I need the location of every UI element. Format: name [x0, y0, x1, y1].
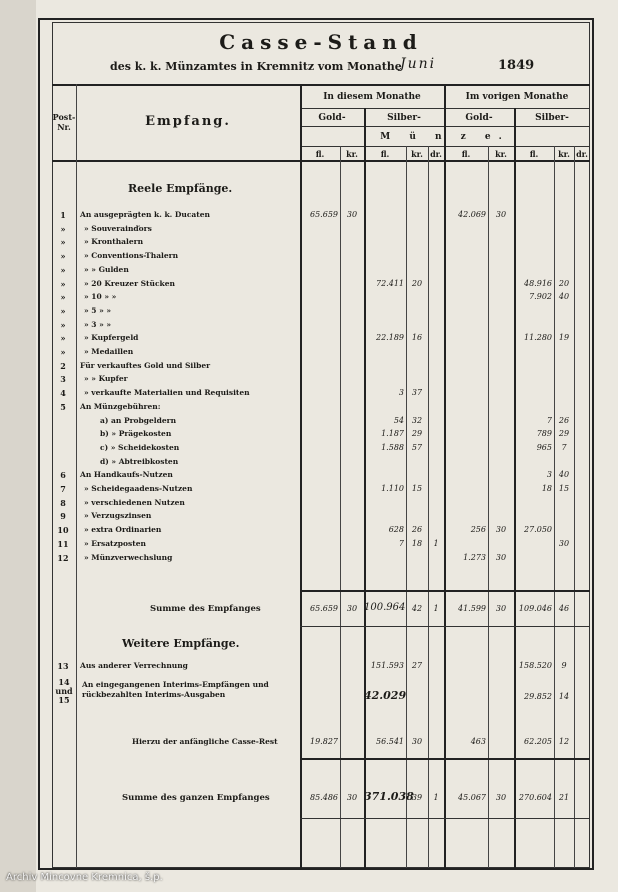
section-reele: Reele Empfänge. — [128, 182, 233, 195]
cell-s-fl: 72.411 — [376, 279, 404, 288]
cell-s-fl: 7 — [398, 539, 404, 548]
cell-s-kr: 15 — [411, 484, 423, 493]
summe-ganzen-label: Summe des ganzen Empfanges — [122, 793, 270, 803]
total-rule-top — [300, 758, 590, 760]
cell-ps-fl: 48.916 — [524, 279, 552, 288]
row-label: » verschiedenen Nutzen — [84, 498, 185, 507]
cell-s-fl: 1.588 — [381, 443, 404, 452]
cell-pg-fl: 256 — [470, 525, 486, 534]
row-label: » » Kupfer — [84, 374, 128, 383]
subheader-kr-1: kr. — [346, 149, 358, 159]
row-number: 10 — [57, 525, 69, 535]
column-header-posnr: Post-Nr. — [52, 112, 76, 132]
row-label: Aus anderer Verrechnung — [80, 661, 188, 670]
page-title: Casse-Stand — [219, 30, 423, 54]
cell-ps-kr: 30 — [558, 539, 570, 548]
subheader-dr-1: dr. — [430, 149, 442, 159]
cell-s-kr: 16 — [411, 333, 423, 342]
total-rule-bottom — [300, 818, 590, 819]
sum-prev-gold-kr: 30 — [495, 604, 507, 613]
rest-silber-kr: 30 — [411, 737, 423, 746]
summe-empfanges-label: Summe des Empfanges — [150, 604, 261, 614]
page-edge-shadow — [0, 0, 36, 892]
cell-ps-fl: 7 — [546, 416, 552, 425]
cell-ps-fl: 3 — [546, 470, 552, 479]
rest-prev-silber-kr: 12 — [558, 737, 570, 746]
cell-ps-fl: 18 — [541, 484, 552, 493]
cell-s-fl: 22.189 — [376, 333, 404, 342]
row-label: » 20 Kreuzer Stücken — [84, 279, 175, 288]
cell-s-fl: 1.187 — [381, 429, 404, 438]
row-label: An ausgeprägten k. k. Ducaten — [80, 210, 210, 219]
row-label: b) » Prägekosten — [100, 429, 172, 438]
column-header-muenze: M ü n z e. — [380, 132, 510, 142]
row-number: 11 — [57, 539, 69, 549]
cell-s-kr: 37 — [411, 388, 423, 397]
cell-ps-kr: 29 — [558, 429, 570, 438]
column-header-gold: Gold- — [318, 113, 346, 123]
column-header-empfang: Empfang. — [145, 114, 231, 129]
row-number: » — [60, 333, 66, 343]
cell-s-fl: 54 — [393, 416, 404, 425]
row-number: 13 — [57, 661, 69, 671]
row-number: » — [60, 265, 66, 275]
cell-ps-kr: 19 — [558, 333, 570, 342]
cell-pg-kr: 30 — [495, 525, 507, 534]
cell-ps-kr: 40 — [558, 470, 570, 479]
cell-ps-kr: 20 — [558, 279, 570, 288]
row-label: » 3 » » — [84, 320, 112, 329]
sum-silber-dr: 1 — [433, 604, 439, 613]
total-prev-silber-fl: 270.604 — [518, 793, 552, 802]
row-label: » Münzverwechslung — [84, 553, 173, 562]
cell-pg-kr: 30 — [495, 553, 507, 562]
row-prev-silber-fl: 29.852 — [524, 692, 552, 701]
cell-pg-kr: 30 — [495, 210, 507, 219]
cell-ps-kr: 15 — [558, 484, 570, 493]
sum-prev-silber-kr: 46 — [558, 604, 570, 613]
column-header-gold-prev: Gold- — [465, 113, 493, 123]
column-header-silber: Silber- — [387, 113, 421, 123]
sum-silber-kr: 42 — [411, 604, 423, 613]
row-label: » 10 » » — [84, 292, 117, 301]
subheader-fl-3: fl. — [461, 149, 471, 159]
cell-s-kr: 29 — [411, 429, 423, 438]
sum-rule-top — [300, 590, 590, 592]
cell-s-dr: 1 — [433, 539, 439, 548]
subheader-fl-1: fl. — [315, 149, 325, 159]
subheader-kr-4: kr. — [558, 149, 570, 159]
cell-g-fl: 65.659 — [310, 210, 338, 219]
row-prev-silber-fl: 158.520 — [518, 661, 552, 670]
total-prev-silber-kr: 21 — [558, 793, 570, 802]
cell-s-fl: 1.110 — [381, 484, 404, 493]
total-prev-gold-kr: 30 — [495, 793, 507, 802]
cell-s-kr: 18 — [411, 539, 423, 548]
column-header-this-month: In diesem Monathe — [323, 92, 421, 102]
column-header-silber-prev: Silber- — [535, 113, 569, 123]
row-number: 2 — [60, 361, 66, 371]
subheader-dr-2: dr. — [576, 149, 588, 159]
row-label: » » Gulden — [84, 265, 129, 274]
row-number: 7 — [60, 484, 66, 494]
cell-s-kr: 20 — [411, 279, 423, 288]
row-silber-fl: 42.029 — [364, 689, 407, 702]
row-number: 9 — [60, 511, 66, 521]
row-label: An Münzgebühren: — [80, 402, 161, 411]
cell-g-kr: 30 — [346, 210, 358, 219]
cell-s-kr: 26 — [411, 525, 423, 534]
rest-silber-fl: 56.541 — [376, 737, 404, 746]
row-number: 8 — [60, 498, 66, 508]
cell-ps-kr: 40 — [558, 292, 570, 301]
row-number: » — [60, 320, 66, 330]
row-label: » Kupfergeld — [84, 333, 139, 342]
total-silber-kr: 39 — [411, 793, 423, 802]
row-number: » — [60, 251, 66, 261]
cell-ps-fl: 7.902 — [529, 292, 552, 301]
row-number: 5 — [60, 402, 66, 412]
subheader-fl-2: fl. — [380, 149, 390, 159]
cell-ps-kr: 7 — [561, 443, 567, 452]
col-divider — [76, 84, 77, 868]
row-prev-silber-kr: 14 — [558, 692, 570, 701]
cassa-rest-label: Hierzu der anfängliche Casse-Rest — [132, 737, 278, 746]
row-label: » Verzugszinsen — [84, 511, 152, 520]
row-prev-silber-kr: 9 — [561, 661, 567, 670]
row-number: 1 — [60, 210, 66, 220]
cell-s-fl: 3 — [398, 388, 404, 397]
row-label: » Scheidegaadens-Nutzen — [84, 484, 193, 493]
sum-prev-silber-fl: 109.046 — [518, 604, 552, 613]
cell-ps-fl: 789 — [536, 429, 552, 438]
sum-silber-fl: 100.964 — [364, 602, 406, 613]
section-weitere: Weitere Empfänge. — [122, 637, 240, 650]
row-number: 14 und 15 — [55, 677, 73, 705]
row-number: » — [60, 237, 66, 247]
row-number: 3 — [60, 374, 66, 384]
header-rule-bottom — [52, 160, 590, 162]
header-rule — [52, 84, 590, 86]
cell-ps-fl: 965 — [536, 443, 552, 452]
archive-watermark: Archiv Mincovne Kremnica, š.p. — [6, 872, 163, 883]
subheader-kr-3: kr. — [495, 149, 507, 159]
row-label: An eingegangenen Interims-Empfängen und rückbezahlten Interims-Ausgaben — [82, 680, 269, 699]
row-silber-kr: 27 — [411, 661, 423, 670]
row-number: » — [60, 224, 66, 234]
total-gold-kr: 30 — [346, 793, 358, 802]
page-subtitle: des k. k. Münzamtes in Kremnitz vom Monathe — [110, 60, 402, 73]
row-label: d) » Abtreibkosten — [100, 457, 179, 466]
row-number: » — [60, 306, 66, 316]
total-prev-gold-fl: 45.067 — [458, 793, 486, 802]
row-number: » — [60, 292, 66, 302]
row-number: 12 — [57, 553, 69, 563]
row-label: » Ersatzposten — [84, 539, 146, 548]
subheader-kr-2: kr. — [411, 149, 423, 159]
col-divider — [444, 84, 446, 868]
cell-ps-kr: 26 — [558, 416, 570, 425]
row-label: » 5 » » — [84, 306, 112, 315]
rest-prev-silber-fl: 62.205 — [524, 737, 552, 746]
total-silber-fl: 371.038 — [364, 790, 414, 803]
cell-ps-fl: 11.280 — [524, 333, 552, 342]
cell-s-kr: 32 — [411, 416, 423, 425]
handwritten-month: Juni — [400, 56, 437, 72]
row-number: 6 — [60, 470, 66, 480]
total-gold-fl: 85.486 — [310, 793, 338, 802]
sum-prev-gold-fl: 41.599 — [458, 604, 486, 613]
rest-prev-gold-fl: 463 — [470, 737, 486, 746]
cell-s-fl: 628 — [388, 525, 404, 534]
year: 1849 — [498, 58, 535, 73]
row-label: Für verkauftes Gold und Silber — [80, 361, 211, 370]
sum-rule-bottom — [300, 626, 590, 627]
row-number: 4 — [60, 388, 66, 398]
row-label: » Kronthalern — [84, 237, 144, 246]
row-label: c) » Scheidekosten — [100, 443, 180, 452]
subheader-fl-4: fl. — [529, 149, 539, 159]
cell-ps-fl: 27.050 — [524, 525, 552, 534]
row-number: » — [60, 279, 66, 289]
sum-gold-kr: 30 — [346, 604, 358, 613]
rest-gold-fl: 19.827 — [310, 737, 338, 746]
column-header-prev-month: Im vorigen Monathe — [465, 92, 569, 102]
total-silber-dr: 1 — [433, 793, 439, 802]
row-label: An Handkaufs-Nutzen — [80, 470, 173, 479]
cell-pg-fl: 42.069 — [458, 210, 486, 219]
row-label: » Conventions-Thalern — [84, 251, 179, 260]
sum-gold-fl: 65.659 — [310, 604, 338, 613]
row-label: » verkaufte Materialien und Requisiten — [84, 388, 250, 397]
row-label: » Medaillen — [84, 347, 134, 356]
row-silber-fl: 151.593 — [370, 661, 404, 670]
col-divider — [300, 84, 302, 868]
row-label: a) an Probgeldern — [100, 416, 177, 425]
row-label: » extra Ordinarien — [84, 525, 162, 534]
cell-pg-fl: 1.273 — [463, 553, 486, 562]
cell-s-kr: 57 — [411, 443, 423, 452]
row-number: » — [60, 347, 66, 357]
row-label: » Souverainďors — [84, 224, 152, 233]
